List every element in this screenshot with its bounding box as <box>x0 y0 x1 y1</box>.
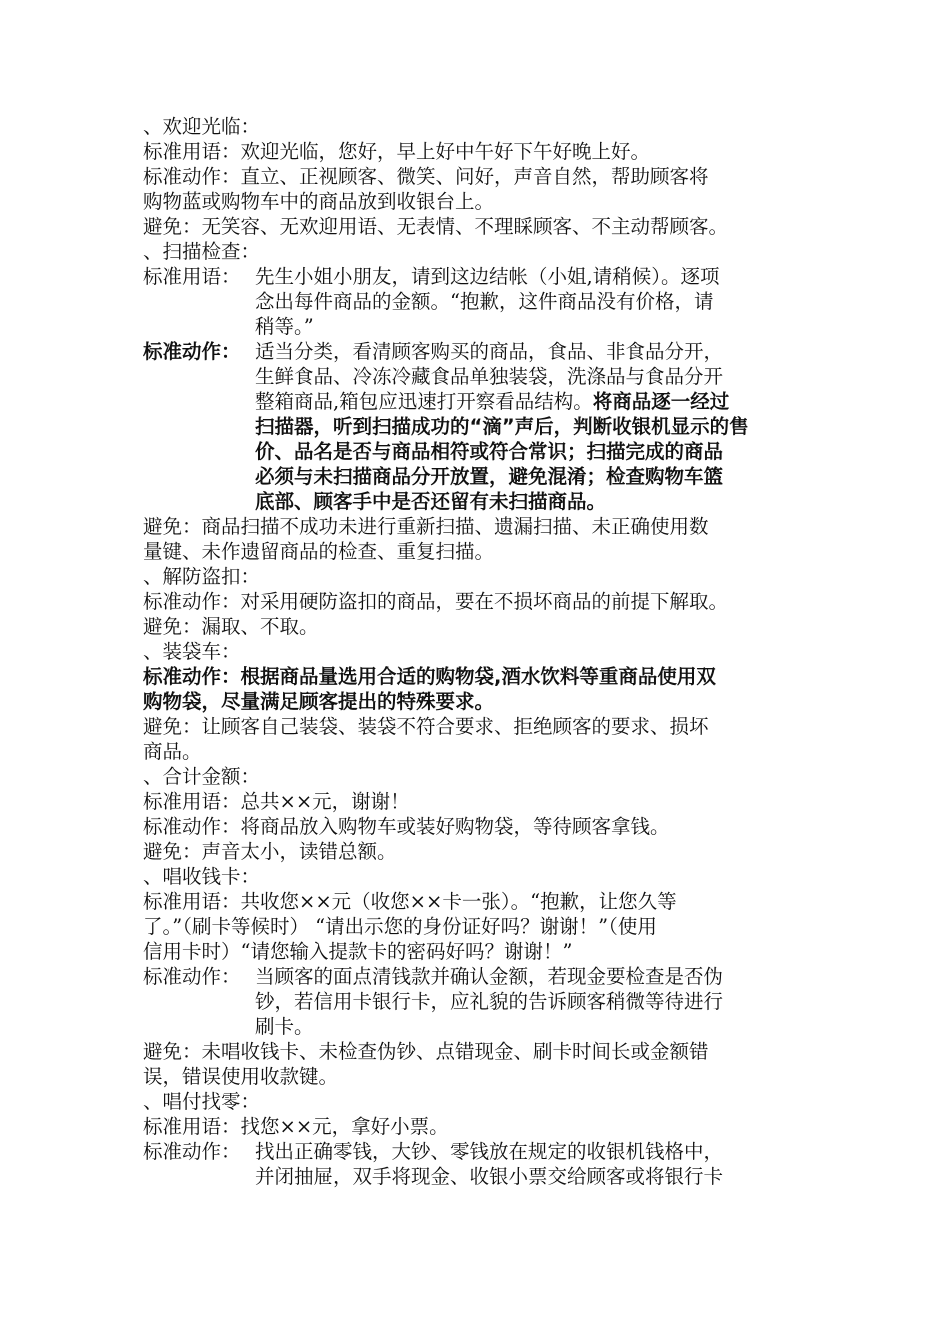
paragraph-line: 刷卡。 <box>255 1015 314 1038</box>
paragraph-line: 量键、未作遗留商品的检查、重复扫描。 <box>143 540 495 563</box>
section-heading-total: 、合计金额： <box>143 765 261 788</box>
paragraph-body <box>255 964 813 1039</box>
paragraph-text-bold: 将商品逐一经过 <box>592 390 730 413</box>
paragraph-line: 钞，若信用卡银行卡，应礼貌的告诉顾客稍微等待进行 <box>255 990 724 1013</box>
paragraph-line: 标准用语：欢迎光临，您好，早上好中午好下午好晚上好。 <box>143 140 651 163</box>
paragraph-body <box>255 264 813 339</box>
section-heading-welcome: 、欢迎光临： <box>143 115 261 138</box>
paragraph-line: 商品。 <box>143 740 202 763</box>
section-heading-bagging: 、装袋车： <box>143 640 241 663</box>
paragraph-label: 标准用语： <box>143 265 241 288</box>
paragraph-line: 误，错误使用收款键。 <box>143 1065 339 1088</box>
hanging-paragraph <box>143 964 813 1039</box>
hanging-paragraph <box>143 264 813 339</box>
paragraph-label: 标准动作： <box>143 340 241 363</box>
document-page <box>143 114 813 1189</box>
paragraph-line: 购物蓝或购物车中的商品放到收银台上。 <box>143 190 495 213</box>
paragraph-line: 标准用语：共收您××元（收您××卡一张）。“抱歉，让您久等 <box>143 890 677 913</box>
paragraph-line: 稍等。” <box>255 315 314 338</box>
paragraph-body <box>255 1139 813 1189</box>
paragraph-line <box>255 389 813 414</box>
paragraph-line: 标准用语：总共××元，谢谢！ <box>143 790 410 813</box>
paragraph-line: 避免：声音太小，读错总额。 <box>143 840 397 863</box>
paragraph-line: 念出每件商品的金额。“抱歉，这件商品没有价格，请 <box>255 290 714 313</box>
paragraph-line: 标准动作：对采用硬防盗扣的商品，要在不损坏商品的前提下解取。 <box>143 590 729 613</box>
paragraph-line: 底部、顾客手中是否还留有未扫描商品。 <box>255 490 607 513</box>
paragraph-line: 适当分类，看清顾客购买的商品，食品、非食品分开， <box>255 340 724 363</box>
section-heading-change: 、唱付找零： <box>143 1090 261 1113</box>
paragraph-line: 并闭抽屉，双手将现金、收银小票交给顾客或将银行卡 <box>255 1165 724 1188</box>
paragraph-line: 了。”（刷卡等候时） “请出示您的身份证好吗？谢谢！”（使用 <box>143 915 657 938</box>
paragraph-label: 标准动作： <box>143 965 241 988</box>
paragraph-line: 先生小姐小朋友，请到这边结帐（小姐,请稍候）。逐项 <box>255 265 720 288</box>
paragraph-line: 价、品名是否与商品相符或符合常识；扫描完成的商品 <box>255 440 724 463</box>
paragraph-line: 避免：漏取、不取。 <box>143 615 319 638</box>
paragraph-body <box>255 339 813 514</box>
paragraph-line: 购物袋，尽量满足顾客提出的特殊要求。 <box>143 690 495 713</box>
paragraph-line: 标准用语：找您××元，拿好小票。 <box>143 1115 449 1138</box>
paragraph-line: 标准动作：直立、正视顾客、微笑、问好，声音自然，帮助顾客将 <box>143 165 709 188</box>
paragraph-line: 避免：无笑容、无欢迎用语、无表情、不理睬顾客、不主动帮顾客。 <box>143 215 729 238</box>
section-heading-scan: 、扫描检查： <box>143 240 261 263</box>
paragraph-line: 标准动作：将商品放入购物车或装好购物袋，等待顾客拿钱。 <box>143 815 670 838</box>
paragraph-line: 避免：未唱收钱卡、未检查伪钞、点错现金、刷卡时间长或金额错 <box>143 1040 709 1063</box>
paragraph-line: 扫描器，听到扫描成功的“滴”声后，判断收银机显示的售 <box>255 415 749 438</box>
paragraph-line: 避免：商品扫描不成功未进行重新扫描、遗漏扫描、未正确使用数 <box>143 515 709 538</box>
paragraph-line: 生鲜食品、冷冻冷藏食品单独装袋，洗涤品与食品分开 <box>255 365 724 388</box>
section-heading-antitheft: 、解防盗扣： <box>143 565 261 588</box>
hanging-paragraph <box>143 339 813 514</box>
paragraph-line: 当顾客的面点清钱款并确认金额，若现金要检查是否伪 <box>255 965 724 988</box>
paragraph-line: 必须与未扫描商品分开放置，避免混淆；检查购物车篮 <box>255 465 724 488</box>
paragraph-line: 避免：让顾客自己装袋、装袋不符合要求、拒绝顾客的要求、损坏 <box>143 715 709 738</box>
paragraph-line: 信用卡时）“请您输入提款卡的密码好吗？谢谢！” <box>143 940 573 963</box>
section-heading-payment: 、唱收钱卡： <box>143 865 261 888</box>
hanging-paragraph <box>143 1139 813 1189</box>
paragraph-line: 标准动作：根据商品量选用合适的购物袋,酒水饮料等重商品使用双 <box>143 665 716 688</box>
paragraph-label: 标准动作： <box>143 1140 241 1163</box>
paragraph-line: 找出正确零钱，大钞、零钱放在规定的收银机钱格中， <box>255 1140 724 1163</box>
paragraph-text: 整箱商品,箱包应迅速打开察看品结构。 <box>255 390 593 413</box>
